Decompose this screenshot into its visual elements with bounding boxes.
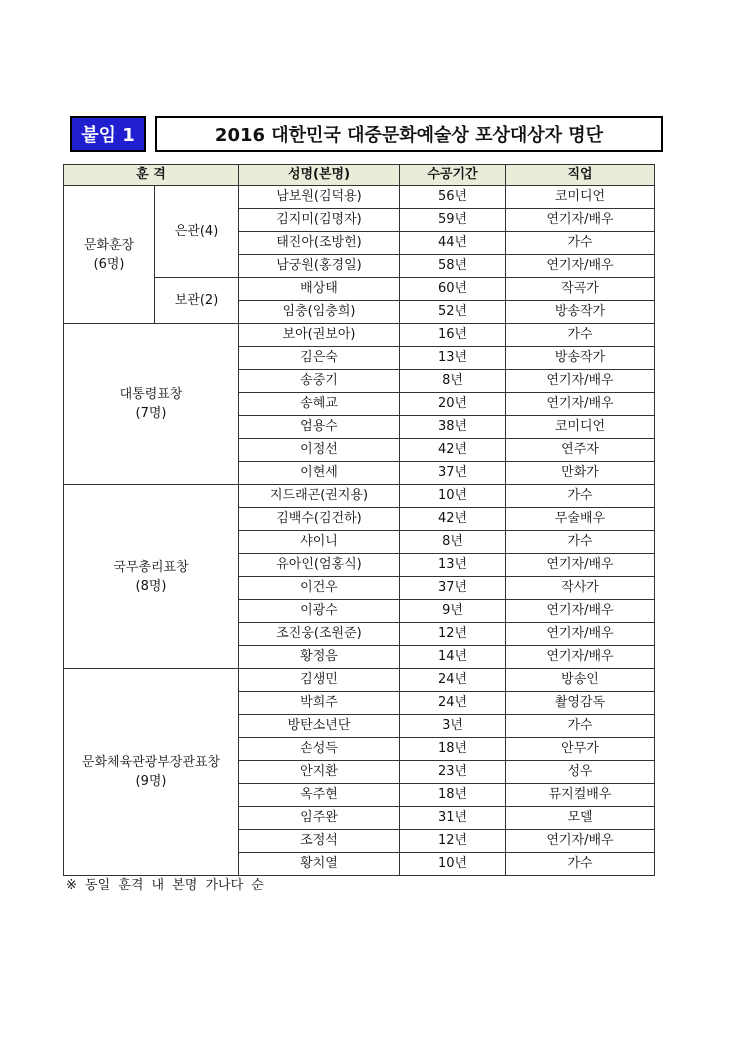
person-name-cell: 보아(권보아) (239, 324, 400, 347)
occupation-cell: 무술배우 (506, 508, 655, 531)
career-years-cell: 60년 (400, 278, 506, 301)
group-label: 대통령표창 (119, 387, 183, 402)
table-header-row (64, 165, 655, 186)
person-name-cell: 황정음 (239, 646, 400, 669)
person-name-cell: 배상태 (239, 278, 400, 301)
career-years-cell: 18년 (400, 784, 506, 807)
occupation-cell: 연기자/배우 (506, 209, 655, 232)
person-name-cell: 샤이니 (239, 531, 400, 554)
column-header-name: 성명(본명) (239, 165, 400, 186)
career-years-cell: 31년 (400, 807, 506, 830)
person-name-cell: 김은숙 (239, 347, 400, 370)
career-years-cell: 12년 (400, 830, 506, 853)
column-header-job: 직업 (506, 165, 655, 186)
group-count: (9명) (135, 774, 167, 789)
award-group-cell (64, 324, 239, 485)
person-name-cell: 방탄소년단 (239, 715, 400, 738)
table-row (64, 669, 655, 692)
person-name-cell: 김지미(김명자) (239, 209, 400, 232)
award-group-cell (64, 485, 239, 669)
person-name-cell: 유아인(엄홍식) (239, 554, 400, 577)
career-years-cell: 18년 (400, 738, 506, 761)
group-count: (8명) (135, 578, 167, 594)
career-years-cell: 37년 (400, 462, 506, 485)
award-subgroup-cell: 보관(2) (155, 278, 239, 324)
award-group-cell (64, 669, 239, 876)
person-name-cell: 조정석 (239, 830, 400, 853)
career-years-cell: 20년 (400, 393, 506, 416)
occupation-cell: 성우 (506, 761, 655, 784)
occupation-cell: 코미디언 (506, 186, 655, 209)
person-name-cell: 송중기 (239, 370, 400, 393)
person-name-cell: 이광수 (239, 600, 400, 623)
person-name-cell: 조진웅(조원준) (239, 623, 400, 646)
occupation-cell: 연기자/배우 (506, 600, 655, 623)
occupation-cell: 방송작가 (506, 347, 655, 370)
career-years-cell: 24년 (400, 692, 506, 715)
occupation-cell: 연기자/배우 (506, 255, 655, 278)
group-count: (7명) (135, 406, 167, 421)
column-header-years: 수공기간 (400, 165, 506, 186)
occupation-cell: 뮤지컬배우 (506, 784, 655, 807)
person-name-cell: 임주완 (239, 807, 400, 830)
occupation-cell: 연기자/배우 (506, 554, 655, 577)
person-name-cell: 이정선 (239, 439, 400, 462)
career-years-cell: 38년 (400, 416, 506, 439)
career-years-cell: 8년 (400, 370, 506, 393)
career-years-cell: 56년 (400, 186, 506, 209)
group-label: 문화훈장 (83, 237, 135, 253)
person-name-cell: 황치열 (239, 853, 400, 876)
group-label: 국무총리표창 (113, 559, 189, 575)
group-count: (6명) (93, 256, 125, 272)
occupation-cell: 가수 (506, 531, 655, 554)
career-years-cell: 13년 (400, 347, 506, 370)
occupation-cell: 작사가 (506, 577, 655, 600)
occupation-cell: 안무가 (506, 738, 655, 761)
column-header-rank: 훈 격 (64, 165, 239, 186)
person-name-cell: 이건우 (239, 577, 400, 600)
person-name-cell: 안지환 (239, 761, 400, 784)
table-row (64, 186, 655, 209)
person-name-cell: 옥주현 (239, 784, 400, 807)
occupation-cell: 연기자/배우 (506, 830, 655, 853)
career-years-cell: 12년 (400, 623, 506, 646)
occupation-cell: 연기자/배우 (506, 370, 655, 393)
career-years-cell: 14년 (400, 646, 506, 669)
person-name-cell: 김생민 (239, 669, 400, 692)
occupation-cell: 모델 (506, 807, 655, 830)
occupation-cell: 작곡가 (506, 278, 655, 301)
career-years-cell: 10년 (400, 853, 506, 876)
person-name-cell: 임충(임충희) (239, 301, 400, 324)
career-years-cell: 44년 (400, 232, 506, 255)
occupation-cell: 연기자/배우 (506, 393, 655, 416)
career-years-cell: 52년 (400, 301, 506, 324)
occupation-cell: 가수 (506, 324, 655, 347)
occupation-cell: 가수 (506, 485, 655, 508)
footnote: ※ 동일 훈격 내 본명 가나다 순 (66, 878, 264, 893)
career-years-cell: 59년 (400, 209, 506, 232)
award-subgroup-cell: 은관(4) (155, 186, 239, 278)
career-years-cell: 24년 (400, 669, 506, 692)
person-name-cell: 남궁원(홍경일) (239, 255, 400, 278)
occupation-cell: 방송인 (506, 669, 655, 692)
occupation-cell: 연기자/배우 (506, 623, 655, 646)
occupation-cell: 만화가 (506, 462, 655, 485)
occupation-cell: 코미디언 (506, 416, 655, 439)
person-name-cell: 김백수(김건하) (239, 508, 400, 531)
award-group-cell (64, 186, 155, 324)
career-years-cell: 8년 (400, 531, 506, 554)
occupation-cell: 가수 (506, 232, 655, 255)
career-years-cell: 3년 (400, 715, 506, 738)
occupation-cell: 촬영감독 (506, 692, 655, 715)
page-title: 2016 대한민국 대중문화예술상 포상대상자 명단 (155, 116, 663, 152)
career-years-cell: 9년 (400, 600, 506, 623)
career-years-cell: 42년 (400, 508, 506, 531)
person-name-cell: 지드래곤(권지용) (239, 485, 400, 508)
occupation-cell: 연주자 (506, 439, 655, 462)
attachment-badge: 붙임 1 (70, 116, 146, 152)
award-roster-table (63, 164, 655, 876)
career-years-cell: 23년 (400, 761, 506, 784)
career-years-cell: 13년 (400, 554, 506, 577)
person-name-cell: 송혜교 (239, 393, 400, 416)
group-label: 문화체육관광부장관표창 (81, 755, 221, 770)
occupation-cell: 연기자/배우 (506, 646, 655, 669)
occupation-cell: 가수 (506, 853, 655, 876)
person-name-cell: 남보원(김덕용) (239, 186, 400, 209)
occupation-cell: 가수 (506, 715, 655, 738)
person-name-cell: 이현세 (239, 462, 400, 485)
table-row (64, 324, 655, 347)
person-name-cell: 태진아(조방헌) (239, 232, 400, 255)
career-years-cell: 10년 (400, 485, 506, 508)
career-years-cell: 42년 (400, 439, 506, 462)
table-body (64, 186, 655, 876)
person-name-cell: 박희주 (239, 692, 400, 715)
career-years-cell: 37년 (400, 577, 506, 600)
occupation-cell: 방송작가 (506, 301, 655, 324)
table-row (64, 485, 655, 508)
person-name-cell: 엄용수 (239, 416, 400, 439)
career-years-cell: 58년 (400, 255, 506, 278)
career-years-cell: 16년 (400, 324, 506, 347)
person-name-cell: 손성득 (239, 738, 400, 761)
